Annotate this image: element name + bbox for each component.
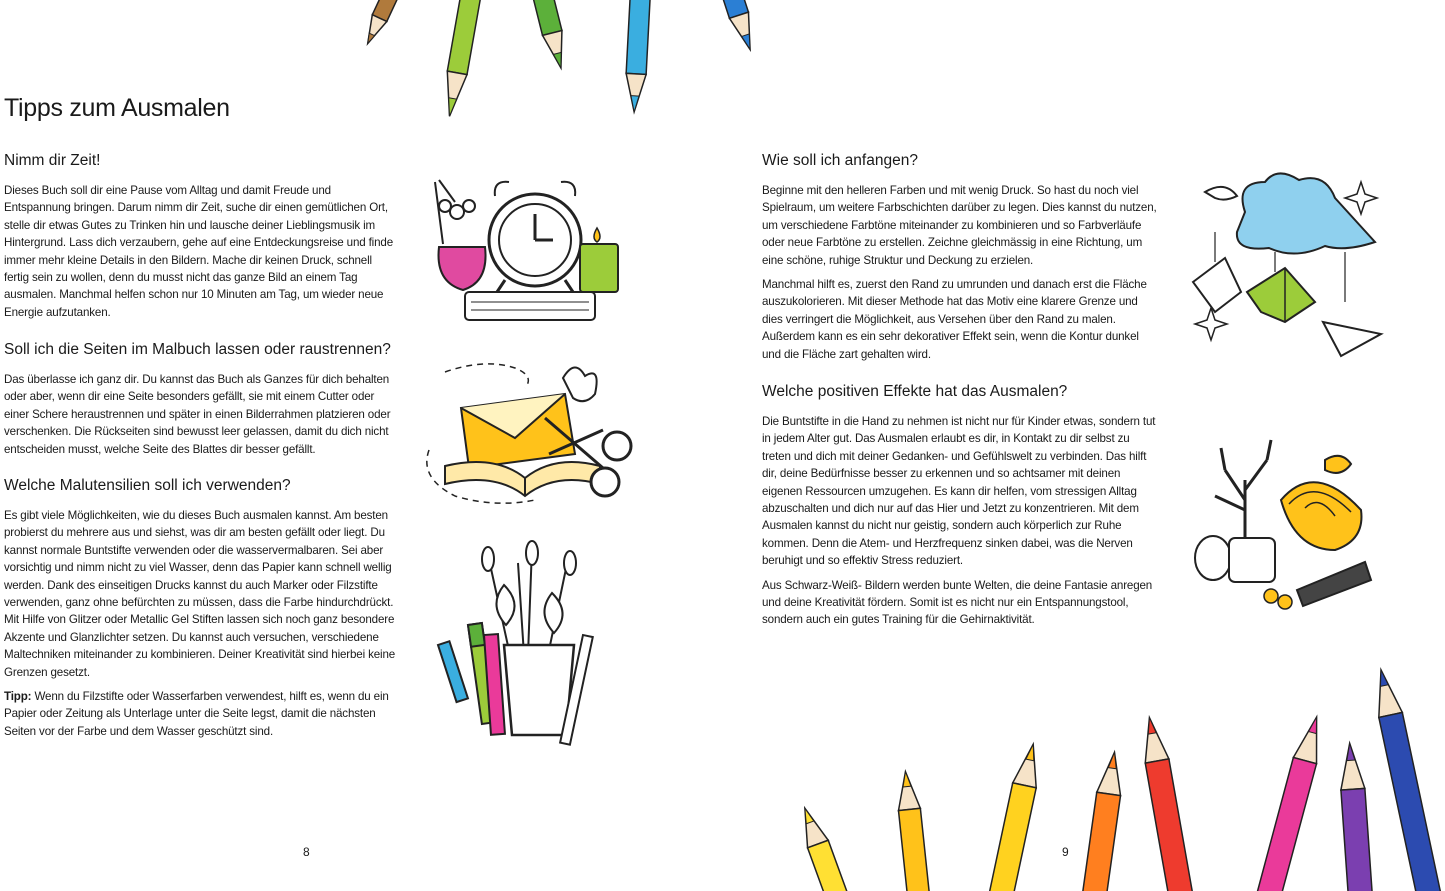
pencil-lime-icon (440, 0, 482, 118)
section-heading: Welche positiven Effekte hat das Ausmalen? (762, 383, 1068, 400)
bottom-pencils-decoration (780, 630, 1445, 891)
cloud-origami-illustration (1185, 172, 1385, 362)
section-heading: Welche Malutensilien soll ich verwenden? (4, 477, 291, 494)
section-heading: Wie soll ich anfangen? (762, 152, 918, 169)
section-how-to-start (762, 152, 1157, 370)
section-heading: Soll ich die Seiten im Malbuch lassen oder raustrennen? (4, 341, 391, 358)
pencil-blue-icon (721, 0, 759, 53)
pencil-goldenrod-icon (986, 742, 1045, 891)
section-paragraph: Es gibt viele Möglichkeiten, wie du dieses Buch ausmalen kannst. Am besten probierst du mehrere aus und siehst, was dir am besten gefällt oder liegt. Du kannst normale Buntstifte verwenden oder die wasservermalbaren. Sei aber vorsichtig und nimm nicht zu viel Wasser, denn das Papier kann schnell wellig werden. Dank des einseitigen Drucks kannst du auch Marker oder Filzstifte verwenden, ganz ohne befürchten zu müssen, dass die Farbe hindurchdrückt. Mit Hilfe von Glitzer oder Metallic Gel Stiften lassen sich noch ganz besondere Akzente und Glanzlichter setzen. Du kannst auch versuchen, verschiedene Maltechniken miteinander zu kombinieren. Deiner Kreativität sind hierbei keine Grenzen gesetzt. (4, 509, 396, 679)
pencil-brown-icon (360, 0, 403, 47)
pencil-green-icon (532, 0, 571, 70)
section-paragraph: Aus Schwarz-Weiß- Bildern werden bunte Welten, die deine Fantasie anregen und deine Kreativität fördern. Somit ist es nicht nur ein Entspannungstool, sondern auch ein gutes Training für die Gehirnaktivität. (762, 578, 1153, 627)
pencil-sky-icon (624, 0, 650, 112)
brushes-markers-illustration (428, 545, 628, 760)
pencil-gold-icon (895, 771, 931, 891)
tip-text: Wenn du Filzstifte oder Wasserfarben verwendest, hilft es, wenn du ein Papier oder Zeitung als Unterlage unter die Seite legst, damit die nächsten Seiten vor der Farbe und dem Wasser geschützt sind. (4, 690, 389, 738)
section-positive-effects (762, 383, 1157, 636)
coral-treasure-illustration (1185, 420, 1380, 615)
section-take-time (4, 152, 399, 328)
section-art-supplies (4, 477, 399, 747)
tip-paragraph (4, 688, 399, 740)
pencil-magenta-icon (1253, 714, 1328, 891)
page-number-right: 9 (1062, 845, 1069, 859)
section-paragraph: Beginne mit den helleren Farben und mit wenig Druck. So hast du noch viel Spielraum, um weitere Farbschichten darüber zu legen. Dies kannst du nutzen, um verschiedene Farbtöne miteinander zu kombinieren und so Farbverläufe oder neue Farbtöne zu erstellen. Zeichne gleichmässig in eine Richtung, um eine schöne, ruhige Struktur und Deckung zu erzielen. (762, 184, 1157, 267)
book-scissors-illustration (425, 358, 640, 508)
pencil-orange-icon (1080, 751, 1126, 891)
alarm-clock-illustration (425, 172, 625, 327)
section-paragraph: Das überlasse ich ganz dir. Du kannst das Buch als Ganzes für dich behalten oder aber, wenn dir eine Seite besonders gefällt, sie mit einem Cutter oder einer Schere heraustrennen und später in einen Bilderrahmen platzieren oder verschenken. Die Rückseiten sind bewusst leer gelassen, damit du dich nicht entscheiden musst, welche Seite des Blattes dir besser gefällt. (4, 373, 391, 456)
page-number-left: 8 (303, 845, 310, 859)
pencil-purple-icon (1338, 743, 1374, 891)
section-heading: Nimm dir Zeit! (4, 152, 101, 169)
top-pencils-decoration (0, 0, 800, 140)
pencil-navy-icon (1369, 667, 1444, 891)
pencil-yellow-icon (795, 805, 853, 891)
section-paragraph: Dieses Buch soll dir eine Pause vom Alltag und damit Freude und Entspannung bringen. Darum nimm dir Zeit, suche dir einen gemütlichen Ort, stelle dir etwas Gutes zu Trinken hin und lausche deiner Lieblingsmusik im Hintergrund. Lass dich verzaubern, gehe auf eine Entdeckungsreise und finde immer mehr kleine Details in den Bildern. Mache dir keinen Druck, schnell fertig sein zu wollen, denn du musst nicht das ganze Bild an einem Tag ausmalen. Manchmal helfen schon nur 10 Minuten am Tag, um wieder neue Energie aufzutanken. (4, 184, 393, 319)
section-keep-or-remove-pages (4, 341, 399, 465)
tip-label: Tipp: (4, 690, 32, 704)
pencil-red-icon (1138, 716, 1196, 891)
page-title: Tipps zum Ausmalen (4, 94, 230, 122)
section-paragraph: Die Buntstifte in die Hand zu nehmen ist nicht nur für Kinder etwas, sondern tut in jedem Alter gut. Das Ausmalen erlaubt es dir, in Kontakt zu dir selbst zu treten und dich mit deiner Gedanken- und Gefühlswelt zu verbinden. Das hilft dir, deine Bedürfnisse besser zu erkennen und so achtsamer mit deinen eigenen Ressourcen umzugehen. Es kann dir helfen, vom stressigen Alltag abzuschalten und dich nur auf das Hier und Jetzt zu konzentrieren. Mit dem Ausmalen kannst du nicht nur geistig, sondern auch körperlich zur Ruhe kommen. Denn die Atem- und Herzfrequenz sinken dabei, was die Nerven beruhigt und so effektiv Stress reduziert. (762, 415, 1156, 568)
section-paragraph: Manchmal hilft es, zuerst den Rand zu umrunden und danach erst die Fläche auszukolorieren. Mit dieser Methode hat das Motiv eine klarere Grenze und dies verringert die Möglichkeit, aus Versehen über den Rand zu malen. Außerdem kann es ein sehr dekorativer Effekt sein, wenn die Kontur dunkel und die Fläche zart gehalten wird. (762, 278, 1147, 361)
